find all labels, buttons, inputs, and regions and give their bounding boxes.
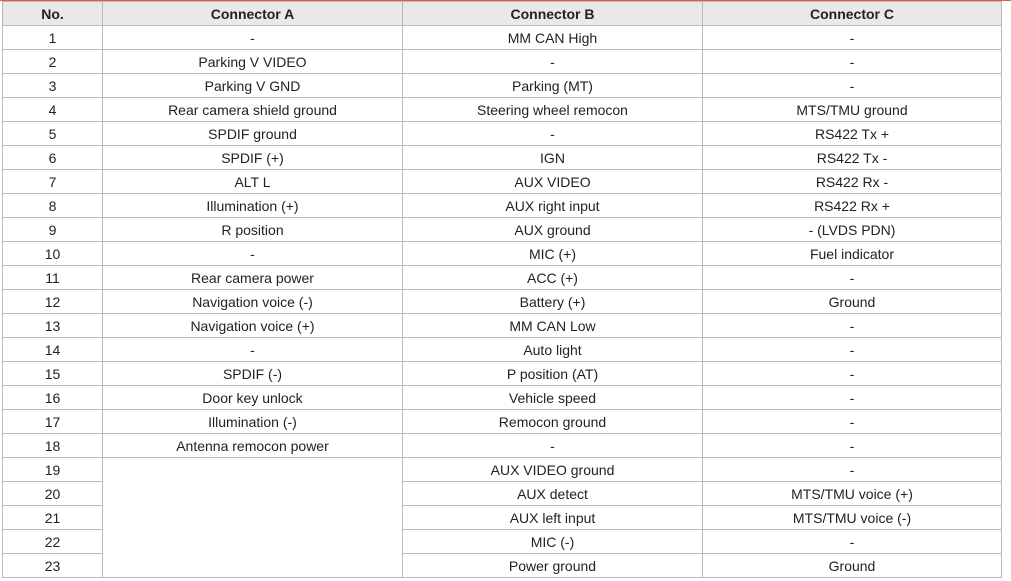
cell-connector-c: - (703, 362, 1002, 386)
table-header (3, 2, 1002, 26)
cell-no: 14 (3, 338, 103, 362)
cell-no: 17 (3, 410, 103, 434)
cell-no: 3 (3, 74, 103, 98)
cell-connector-b: - (403, 122, 703, 146)
cell-connector-c: Ground (703, 554, 1002, 578)
cell-no: 6 (3, 146, 103, 170)
cell-connector-b: MM CAN Low (403, 314, 703, 338)
cell-connector-b: Battery (+) (403, 290, 703, 314)
cell-connector-c: - (703, 314, 1002, 338)
cell-connector-a: Illumination (-) (103, 410, 403, 434)
cell-connector-b: AUX detect (403, 482, 703, 506)
cell-connector-b: MM CAN High (403, 26, 703, 50)
table-row (3, 410, 1002, 434)
table-row (3, 74, 1002, 98)
cell-connector-c: MTS/TMU voice (-) (703, 506, 1002, 530)
connector-pinout-table (2, 1, 1002, 578)
header-connector-c: Connector C (703, 2, 1002, 26)
cell-connector-c: RS422 Tx - (703, 146, 1002, 170)
cell-connector-a: Rear camera shield ground (103, 98, 403, 122)
cell-connector-c: MTS/TMU voice (+) (703, 482, 1002, 506)
cell-no: 13 (3, 314, 103, 338)
table-row (3, 98, 1002, 122)
cell-no: 18 (3, 434, 103, 458)
table-row (3, 290, 1002, 314)
table-row (3, 434, 1002, 458)
cell-connector-b: Steering wheel remocon (403, 98, 703, 122)
cell-connector-a: - (103, 242, 403, 266)
cell-no: 23 (3, 554, 103, 578)
cell-connector-b: AUX right input (403, 194, 703, 218)
cell-connector-a: Antenna remocon power (103, 434, 403, 458)
cell-connector-b: AUX left input (403, 506, 703, 530)
table-row (3, 122, 1002, 146)
cell-connector-b: AUX VIDEO ground (403, 458, 703, 482)
cell-connector-b: ACC (+) (403, 266, 703, 290)
table-row (3, 338, 1002, 362)
cell-connector-a: SPDIF ground (103, 122, 403, 146)
cell-connector-c: RS422 Tx + (703, 122, 1002, 146)
cell-connector-c: - (703, 266, 1002, 290)
header-no: No. (3, 2, 103, 26)
cell-no: 8 (3, 194, 103, 218)
cell-connector-c: - (703, 434, 1002, 458)
cell-connector-a-empty (103, 458, 403, 578)
cell-connector-a: R position (103, 218, 403, 242)
cell-connector-b: P position (AT) (403, 362, 703, 386)
header-connector-b: Connector B (403, 2, 703, 26)
cell-connector-c: MTS/TMU ground (703, 98, 1002, 122)
cell-connector-b: MIC (+) (403, 242, 703, 266)
cell-connector-b: Remocon ground (403, 410, 703, 434)
cell-connector-a: SPDIF (+) (103, 146, 403, 170)
cell-connector-b: Power ground (403, 554, 703, 578)
cell-connector-b: MIC (-) (403, 530, 703, 554)
cell-no: 11 (3, 266, 103, 290)
table-row (3, 170, 1002, 194)
cell-connector-a: - (103, 338, 403, 362)
cell-connector-a: SPDIF (-) (103, 362, 403, 386)
cell-connector-a: Parking V GND (103, 74, 403, 98)
cell-no: 12 (3, 290, 103, 314)
table-row (3, 386, 1002, 410)
cell-connector-a: Door key unlock (103, 386, 403, 410)
cell-connector-b: Auto light (403, 338, 703, 362)
cell-no: 15 (3, 362, 103, 386)
cell-connector-a: Navigation voice (-) (103, 290, 403, 314)
cell-connector-c: - (703, 530, 1002, 554)
header-row (3, 2, 1002, 26)
cell-no: 16 (3, 386, 103, 410)
cell-connector-c: - (703, 458, 1002, 482)
table-body (3, 26, 1002, 578)
table-row (3, 26, 1002, 50)
cell-no: 9 (3, 218, 103, 242)
cell-connector-b: - (403, 50, 703, 74)
cell-connector-b: Vehicle speed (403, 386, 703, 410)
table-row (3, 50, 1002, 74)
cell-no: 10 (3, 242, 103, 266)
cell-no: 22 (3, 530, 103, 554)
cell-connector-c: Fuel indicator (703, 242, 1002, 266)
cell-connector-c: - (703, 338, 1002, 362)
table-row (3, 242, 1002, 266)
cell-connector-c: - (703, 50, 1002, 74)
cell-connector-c: RS422 Rx - (703, 170, 1002, 194)
cell-connector-c: - (703, 410, 1002, 434)
cell-connector-b: AUX VIDEO (403, 170, 703, 194)
cell-no: 4 (3, 98, 103, 122)
cell-no: 19 (3, 458, 103, 482)
cell-connector-c: - (LVDS PDN) (703, 218, 1002, 242)
table-row (3, 314, 1002, 338)
table-row (3, 458, 1002, 482)
cell-connector-c: - (703, 386, 1002, 410)
cell-connector-b: Parking (MT) (403, 74, 703, 98)
table-row (3, 266, 1002, 290)
cell-no: 7 (3, 170, 103, 194)
cell-connector-a: - (103, 26, 403, 50)
table-row (3, 146, 1002, 170)
cell-no: 2 (3, 50, 103, 74)
header-connector-a: Connector A (103, 2, 403, 26)
cell-connector-b: IGN (403, 146, 703, 170)
cell-connector-c: - (703, 26, 1002, 50)
cell-no: 20 (3, 482, 103, 506)
cell-no: 5 (3, 122, 103, 146)
cell-connector-a: Navigation voice (+) (103, 314, 403, 338)
cell-connector-b: AUX ground (403, 218, 703, 242)
cell-connector-a: Rear camera power (103, 266, 403, 290)
cell-no: 21 (3, 506, 103, 530)
cell-connector-b: - (403, 434, 703, 458)
table-row (3, 194, 1002, 218)
cell-connector-c: - (703, 74, 1002, 98)
cell-connector-c: Ground (703, 290, 1002, 314)
cell-connector-a: Illumination (+) (103, 194, 403, 218)
cell-connector-a: ALT L (103, 170, 403, 194)
cell-no: 1 (3, 26, 103, 50)
cell-connector-c: RS422 Rx + (703, 194, 1002, 218)
cell-connector-a: Parking V VIDEO (103, 50, 403, 74)
table-row (3, 362, 1002, 386)
table-row (3, 218, 1002, 242)
